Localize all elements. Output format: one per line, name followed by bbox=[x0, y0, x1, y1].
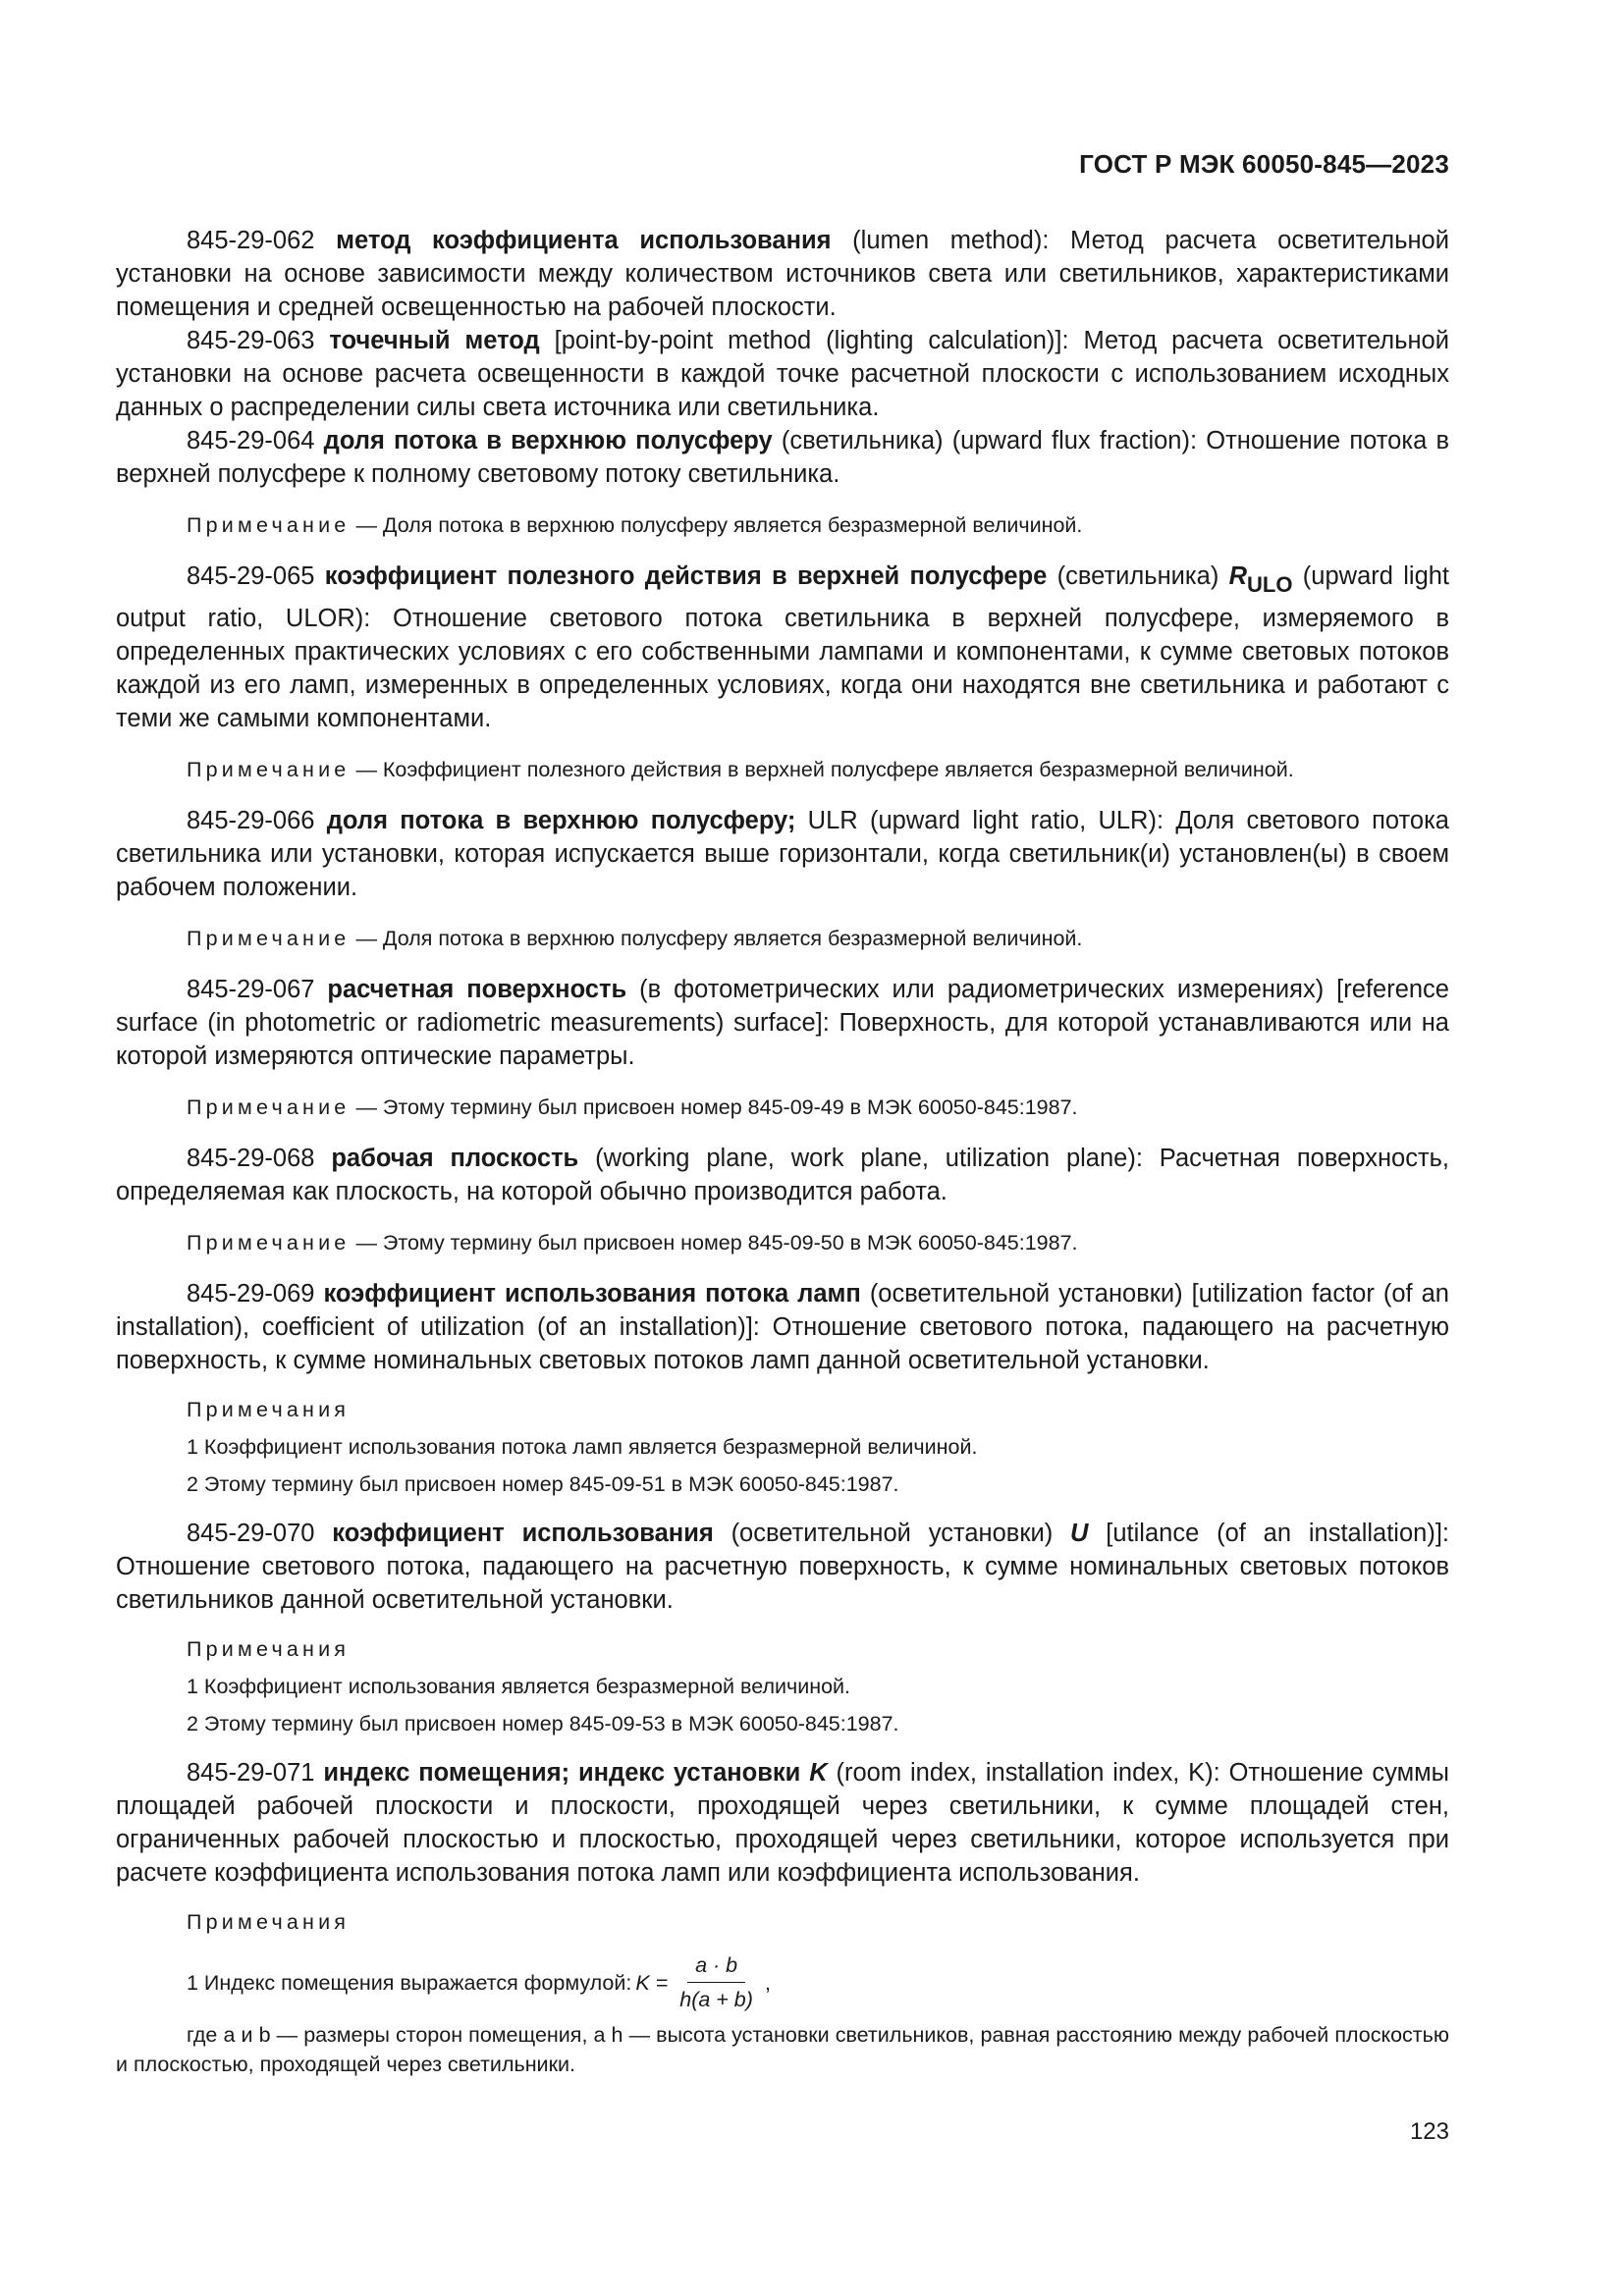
formula-fraction bbox=[672, 1950, 761, 2014]
term-entry: 845-29-062 метод коэффициента использования (lumen method): Метод расчета осветительной установки на основе зависимости между количеством источников света или светильников, характеристиками помещения и средней освещенностью на рабочей плоскости. bbox=[116, 227, 1449, 321]
document-header: ГОСТ Р МЭК 60050-845—2023 bbox=[1079, 149, 1449, 179]
formula-denominator: h(a + b) bbox=[679, 1988, 753, 2011]
note: Примечание — Доля потока в верхнюю полусферу является безразмерной величиной. bbox=[187, 927, 1083, 950]
term-entry: 845-29-066 доля потока в верхнюю полусферу; ULR (upward light ratio, ULR): Доля светового потока светильника или установки, которая испускается выше горизонтали, когда светильник(и) установлен(ы) в своем рабочем положении. bbox=[116, 807, 1449, 901]
note: Примечание — Этому термину был присвоен номер 845-09-49 в МЭК 60050-845:1987. bbox=[187, 1095, 1078, 1119]
notes-heading: Примечания bbox=[187, 1910, 351, 1934]
term-entry: 845-29-065 коэффициент полезного действия в верхней полусфере (светильника) $R_{ULO}$ (upward light output ratio, ULOR): Отношение светового потока светильника в верхней полусфере, измеряемого в определенных практических условиях с его собственными лампами и компонентами, к сумме световых потоков каждой из его ламп, измеренных в определенных условиях, когда они находятся вне светильника и работают с теми же самыми компонентами. bbox=[116, 562, 1450, 732]
symbol: U bbox=[1070, 1520, 1089, 1547]
formula-line bbox=[116, 1950, 1449, 2014]
note: Примечание — Этому термину был присвоен номер 845-09-50 в МЭК 60050-845:1987. bbox=[187, 1231, 1078, 1255]
document-body bbox=[116, 224, 1449, 2079]
term-entry: 845-29-071 индекс помещения; индекс установки K (room index, installation index, K): Отношение суммы площадей рабочей плоскости и плоскости, проходящей через светильники, к сумме площадей стен, ограниченных рабочей плоскостью и плоскостью, проходящей через светильники, которое используется при расчете коэффициента использования потока ламп или коэффициента использования. bbox=[116, 1759, 1449, 1887]
note: Примечание — Коэффициент полезного действия в верхней полусфере является безразмерной величиной. bbox=[187, 758, 1294, 781]
note-item: 2 Этому термину был присвоен номер 845-09-53 в МЭК 60050-845:1987. bbox=[187, 1712, 899, 1735]
formula-comma: , bbox=[764, 1970, 771, 1995]
notes-heading: Примечания bbox=[187, 1398, 351, 1421]
term-entry: 845-29-067 расчетная поверхность (в фотометрических или радиометрических измерениях) [reference surface (in photometric or radiometric measurements) surface]: Поверхность, для которой устанавливаются или на которой измеряются оптические параметры. bbox=[116, 976, 1449, 1070]
symbol: K bbox=[809, 1759, 828, 1787]
term-entry: 845-29-068 рабочая плоскость (working plane, work plane, utilization plane): Расчетная поверхность, определяемая как плоскость, на которой обычно производится работа. bbox=[116, 1145, 1450, 1205]
notes-heading: Примечания bbox=[187, 1637, 351, 1661]
note-item: 1 Коэффициент использования потока ламп является безразмерной величиной. bbox=[187, 1435, 978, 1459]
page-number: 123 bbox=[1409, 2118, 1449, 2145]
symbol: R bbox=[1228, 562, 1248, 590]
note: Примечание — Доля потока в верхнюю полусферу является безразмерной величиной. bbox=[187, 513, 1083, 537]
term-entry: 845-29-063 точечный метод [point-by-point method (lighting calculation)]: Метод расчета осветительной установки на основе расчета освещенности в каждой точке расчетной плоскости с использованием исходных данных о распределении силы света источника или светильника. bbox=[116, 327, 1449, 421]
formula-numerator: a · b bbox=[687, 1950, 745, 1983]
term-entry: 845-29-070 коэффициент использования (осветительной установки) U [utilance (of an installation)]: Отношение светового потока, падающего на расчетную поверхность, к сумме номинальных световых потоков светильников данной осветительной установки. bbox=[116, 1520, 1449, 1614]
term-entry: 845-29-069 коэффициент использования потока ламп (осветительной установки) [utilization factor (of an installation), coefficient of utilization (of an installation)]: Отношение светового потока, падающего на расчетную поверхность, к сумме номинальных световых потоков ламп данной осветительной установки. bbox=[116, 1280, 1449, 1374]
formula-intro: 1 Индекс помещения выражается формулой: bbox=[187, 1970, 632, 1995]
note-item: 1 Коэффициент использования является безразмерной величиной. bbox=[187, 1675, 851, 1698]
formula-lhs: K = bbox=[635, 1970, 669, 1995]
formula-explanation: где a и b — размеры сторон помещения, а h — высота установки светильников, равная расстоянию между рабочей плоскостью и плоскостью, проходящей через светильники. bbox=[116, 2023, 1449, 2076]
note-item: 2 Этому термину был присвоен номер 845-09-51 в МЭК 60050-845:1987. bbox=[187, 1472, 899, 1496]
term-entry: 845-29-064 доля потока в верхнюю полусферу (светильника) (upward flux fraction): Отношение потока в верхней полусфере к полному световому потоку светильника. bbox=[116, 427, 1449, 488]
